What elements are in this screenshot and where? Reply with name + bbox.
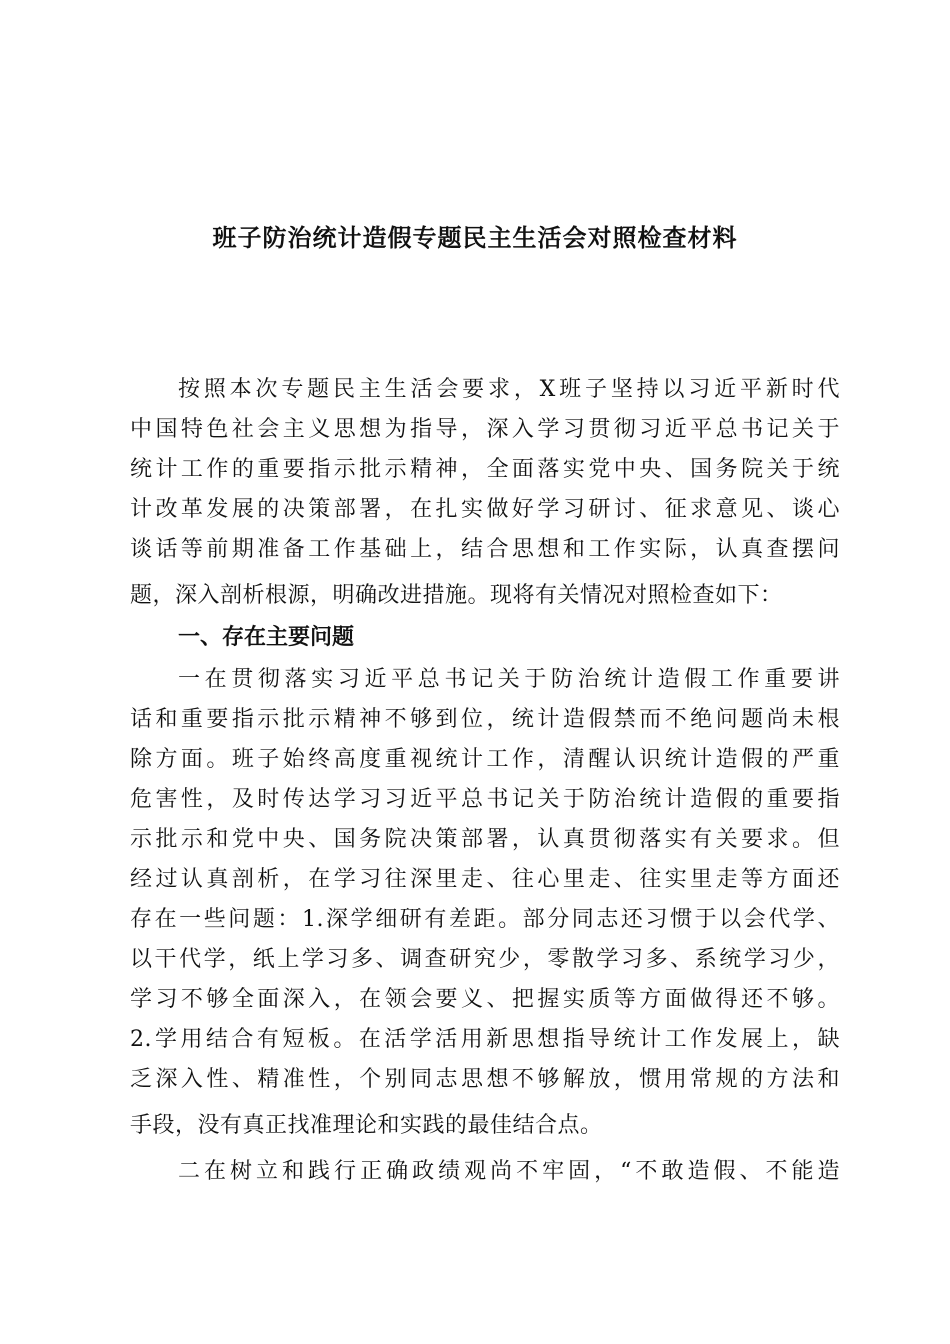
text-line: 危害性，及时传达学习习近平总书记关于防治统计造假的重要指: [130, 787, 840, 812]
text-line: 经过认真剖析，在学习往深里走、往心里走、往实里走等方面还: [130, 867, 840, 892]
text-line: 除方面。班子始终高度重视统计工作，清醒认识统计造假的严重: [130, 747, 840, 772]
text-line: 示批示和党中央、国务院决策部署，认真贯彻落实有关要求。但: [130, 827, 840, 852]
text-line: 学习不够全面深入，在领会要义、把握实质等方面做得还不够。: [130, 987, 840, 1012]
text-line: 话和重要指示批示精神不够到位，统计造假禁而不绝问题尚未根: [130, 707, 840, 732]
text-line: 存在一些问题：1.深学细研有差距。部分同志还习惯于以会代学、: [130, 907, 840, 932]
text-line: 按照本次专题民主生活会要求，X班子坚持以习近平新时代: [178, 377, 840, 402]
text-line: 统计工作的重要指示批示精神，全面落实党中央、国务院关于统: [130, 457, 840, 482]
text-line: 以干代学，纸上学习多、调查研究少，零散学习多、系统学习少，: [130, 947, 840, 972]
text-line: 手段，没有真正找准理论和实践的最佳结合点。: [130, 1113, 603, 1138]
problem-paragraph-2: [130, 1152, 840, 1192]
intro-paragraph: [130, 370, 840, 616]
document-body: [130, 370, 840, 1192]
document-title: 班子防治统计造假专题民主生活会对照检查材料: [212, 224, 738, 252]
section-heading: 一、存在主要问题: [178, 625, 355, 650]
text-line: 计改革发展的决策部署，在扎实做好学习研讨、征求意见、谈心: [130, 497, 840, 522]
text-line: 中国特色社会主义思想为指导，深入学习贯彻习近平总书记关于: [130, 417, 840, 442]
text-line: 谈话等前期准备工作基础上，结合思想和工作实际，认真查摆问: [130, 537, 840, 562]
text-line: 题，深入剖析根源，明确改进措施。现将有关情况对照检查如下：: [130, 583, 783, 608]
text-line: 二在树立和践行正确政绩观尚不牢固，“不敢造假、不能造: [178, 1159, 840, 1184]
text-line: 乏深入性、精准性，个别同志思想不够解放，惯用常规的方法和: [130, 1067, 840, 1092]
text-line: 2.学用结合有短板。在活学活用新思想指导统计工作发展上，缺: [130, 1027, 840, 1052]
text-line: 一在贯彻落实习近平总书记关于防治统计造假工作重要讲: [178, 667, 840, 692]
problem-paragraph-1: [130, 660, 840, 1146]
